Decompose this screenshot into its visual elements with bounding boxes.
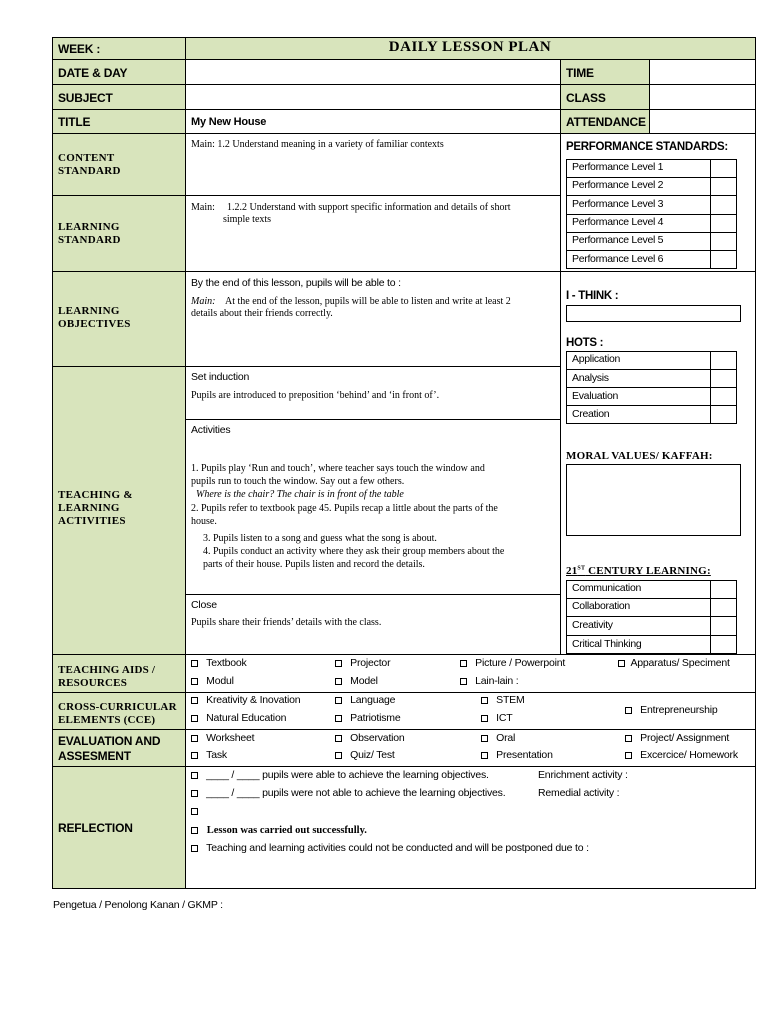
checkbox-icon [191,752,198,759]
activity-line-5: house. [191,516,217,527]
hots-evaluation: Evaluation [572,390,619,402]
eval-presentation[interactable]: Presentation [481,749,553,762]
performance-level-2: Performance Level 2 [572,179,664,191]
subject-label: SUBJECT [58,91,113,105]
cce-ict[interactable]: ICT [481,712,512,725]
checkbox-icon [481,697,488,704]
reflection-not-achieved[interactable]: ____ / ____ pupils were not able to achieve the learning objectives. [191,787,505,800]
label-column-bg [52,59,185,889]
reflection-achieved[interactable]: ____ / ____ pupils were able to achieve the learning objectives. [191,769,489,782]
activity-line-1: 1. Pupils play ‘Run and touch’, where teacher says touch the window and [191,463,485,474]
learning-standard-label: LEARNING STANDARD [58,221,121,246]
date-day-label: DATE & DAY [58,66,128,80]
reflection-postponed[interactable]: Teaching and learning activities could not be conducted and will be postponed due to : [191,842,589,855]
class-field[interactable] [650,85,755,109]
close-title: Close [191,599,217,611]
learning-standard-prefix: Main: [191,202,215,213]
checkbox-icon [335,752,342,759]
ithink-box[interactable] [566,305,741,322]
checkbox-icon [481,752,488,759]
century-critical-thinking: Critical Thinking [572,638,642,650]
objectives-main-text2: details about their friends correctly. [191,308,333,319]
checkbox-icon [335,678,342,685]
aid-projector[interactable]: Projector [335,657,390,670]
century-collaboration: Collaboration [572,600,630,612]
objectives-label: LEARNING OBJECTIVES [58,305,131,330]
century-communication: Communication [572,582,642,594]
learning-standard-text2: simple texts [223,214,272,225]
checkbox-icon [625,752,632,759]
time-field[interactable] [650,60,755,84]
week-label: WEEK : [58,42,101,56]
checkbox-icon [335,660,342,667]
objectives-intro: By the end of this lesson, pupils will be able to : [191,277,401,289]
activity-line-6: 3. Pupils listen to a song and guess what the song is about. [203,533,437,544]
checkbox-icon [481,715,488,722]
attendance-label: ATTENDANCE [566,115,646,129]
close-text: Pupils share their friends’ details with the class. [191,617,382,628]
content-standard-label: CONTENT STANDARD [58,152,121,177]
checkbox-icon [618,660,625,667]
performance-level-4: Performance Level 4 [572,216,664,228]
checkbox-icon [191,678,198,685]
time-label: TIME [566,66,594,80]
checkbox-icon [191,772,198,779]
cce-patriotisme[interactable]: Patriotisme [335,712,400,725]
checkbox-icon [191,827,198,834]
checkbox-icon [191,697,198,704]
cce-natural[interactable]: Natural Education [191,712,286,725]
eval-homework[interactable]: Excercice/ Homework [625,749,738,762]
aid-textbook[interactable]: Textbook [191,657,247,670]
performance-level-1: Performance Level 1 [572,161,664,173]
moral-box[interactable] [566,464,741,536]
aid-modul[interactable]: Modul [191,675,234,688]
date-day-field[interactable] [186,60,560,84]
aid-picture[interactable]: Picture / Powerpoint [460,657,565,670]
aid-model[interactable]: Model [335,675,378,688]
page-title: DAILY LESSON PLAN [388,39,552,55]
reflection-blank[interactable] [191,805,198,818]
hots-application: Application [572,353,621,365]
attendance-field[interactable] [650,110,755,133]
cce-language[interactable]: Language [335,694,395,707]
checkbox-icon [191,790,198,797]
class-label: CLASS [566,91,606,105]
checkbox-icon [191,845,198,852]
activity-line-8: parts of their house. Pupils listen and record the details. [203,559,425,570]
checkbox-icon [335,715,342,722]
hots-heading: HOTS : [566,337,604,349]
reflection-success[interactable]: Lesson was carried out successfully. [191,824,367,837]
activity-line-7: 4. Pupils conduct an activity where they ask their group members about the [203,546,505,557]
title-value: My New House [191,116,267,128]
set-induction-title: Set induction [191,371,250,383]
eval-project[interactable]: Project/ Assignment [625,732,729,745]
checkbox-icon [460,678,467,685]
reflection-remedial: Remedial activity : [538,787,620,799]
activity-line-3: Where is the chair? The chair is in front of the table [196,489,404,500]
eval-oral[interactable]: Oral [481,732,515,745]
activities-title: Activities [191,424,231,436]
checkbox-icon [191,735,198,742]
eval-quiz[interactable]: Quiz/ Test [335,749,395,762]
ithink-heading: I - THINK : [566,290,619,302]
hots-analysis: Analysis [572,372,609,384]
cce-entrepreneurship[interactable]: Entrepreneurship [625,704,718,717]
checkbox-icon [625,707,632,714]
evaluation-label: EVALUATION AND ASSESMENT [58,734,161,763]
checkbox-icon [191,660,198,667]
performance-level-6: Performance Level 6 [572,253,664,265]
cce-label: CROSS-CURRICULAR ELEMENTS (CCE) [58,701,177,726]
activity-line-4: 2. Pupils refer to textbook page 45. Pupils recap a little about the parts of the [191,503,498,514]
checkbox-icon [625,735,632,742]
checkbox-icon [481,735,488,742]
subject-field[interactable] [186,85,560,109]
footer-signature: Pengetua / Penolong Kanan / GKMP : [53,899,223,911]
century-heading: 21ST CENTURY LEARNING: [566,565,711,577]
eval-task[interactable]: Task [191,749,227,762]
performance-heading: PERFORMANCE STANDARDS: [566,141,728,153]
performance-level-3: Performance Level 3 [572,198,664,210]
reflection-enrichment: Enrichment activity : [538,769,628,781]
checkbox-icon [335,735,342,742]
activities-label: TEACHING & LEARNING ACTIVITIES [58,489,133,527]
hots-creation: Creation [572,408,610,420]
checkbox-icon [460,660,467,667]
checkbox-icon [191,808,198,815]
moral-heading: MORAL VALUES/ KAFFAH: [566,450,713,462]
century-creativity: Creativity [572,619,613,631]
checkbox-icon [191,715,198,722]
learning-standard-text: 1.2.2 Understand with support specific information and details of short [227,202,511,213]
activity-line-2: pupils run to touch the window. Say out a few others. [191,476,405,487]
cce-stem[interactable]: STEM [481,694,525,707]
reflection-label: REFLECTION [58,821,133,835]
aid-apparatus[interactable]: Apparatus/ Speciment [618,657,730,670]
checkbox-icon [335,697,342,704]
aids-label: TEACHING AIDS / RESOURCES [58,664,156,689]
eval-worksheet[interactable]: Worksheet [191,732,254,745]
aid-lain-lain[interactable]: Lain-lain : [460,675,518,688]
content-standard-text: Main: 1.2 Understand meaning in a variety of familiar contexts [191,139,444,150]
objectives-main-prefix: Main: [191,296,216,307]
title-label: TITLE [58,115,91,129]
performance-level-5: Performance Level 5 [572,234,664,246]
set-induction-text: Pupils are introduced to preposition ‘behind’ and ‘in front of’. [191,390,440,401]
objectives-main-text: At the end of the lesson, pupils will be able to listen and write at least 2 [225,296,511,307]
cce-kreativity[interactable]: Kreativity & Inovation [191,694,300,707]
eval-observation[interactable]: Observation [335,732,405,745]
